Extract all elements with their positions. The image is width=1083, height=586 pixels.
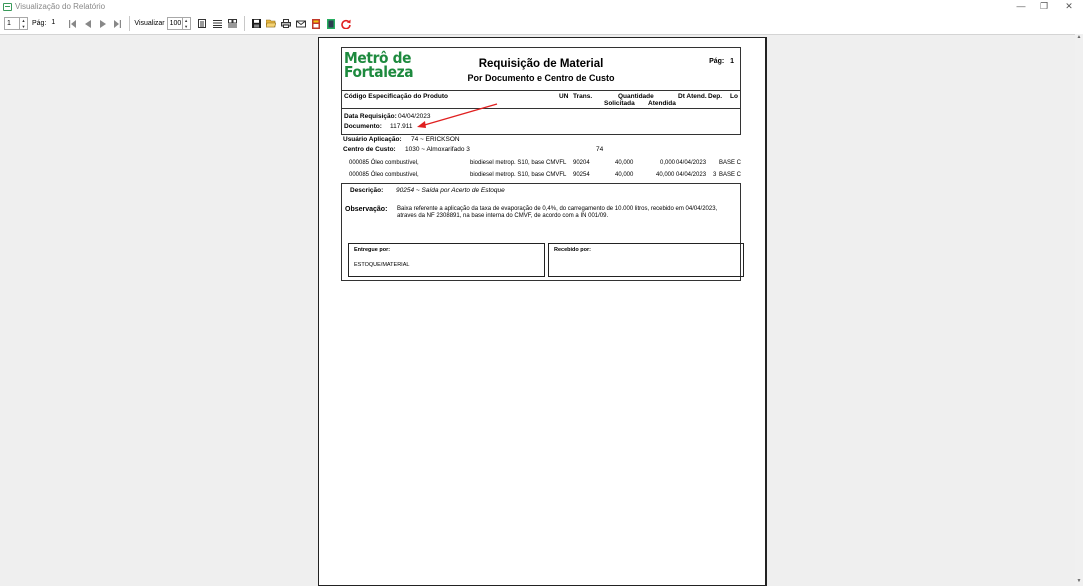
toolbar-separator	[129, 16, 130, 31]
recebido-por-box	[548, 243, 744, 277]
scroll-up-icon[interactable]: ▲	[1076, 34, 1082, 40]
col-solicitada: Solicitada	[604, 100, 635, 107]
observacao-line-2: atraves da NF 2308891, na base interna do CMVF, de acordo com a IN 001/09.	[397, 213, 609, 219]
entregue-por-value: ESTOQUE/MATERIAL	[354, 262, 410, 268]
row1-un: L	[563, 160, 567, 166]
report-header	[341, 47, 741, 91]
row2-atendida: 40,000	[656, 172, 675, 178]
descricao-value: 90254 ~ Saída por Acerto de Estoque	[396, 187, 505, 194]
col-dt-atend: Dt Atend.	[678, 93, 707, 100]
report-page	[318, 37, 767, 586]
zoom-level-spinner[interactable]: ▲ ▼	[20, 17, 28, 30]
page-width-icon[interactable]	[212, 18, 223, 30]
print-icon[interactable]	[281, 18, 292, 30]
entregue-por-box	[348, 243, 545, 277]
view-label: Visualizar	[134, 20, 165, 27]
centro-custo-value: 1030 ~ Almoxarifado 3	[405, 146, 470, 153]
report-subtitle: Por Documento e Centro de Custo	[467, 73, 615, 83]
red-annotation-arrow	[409, 102, 499, 132]
zoom-level-input[interactable]: 1	[4, 17, 20, 30]
report-page-number	[709, 58, 734, 65]
row2-trans: 90254	[573, 172, 590, 178]
row2-spec: biodiesel metrop. S10, base CMVF	[470, 172, 564, 178]
column-headers	[341, 91, 741, 109]
view-zoom-spinner[interactable]: ▲ ▼	[183, 17, 191, 30]
col-atendida: Atendida	[648, 100, 676, 107]
centro-custo-label: Centro de Custo:	[343, 146, 396, 153]
usuario-value: 74 ~ ERICKSON	[411, 136, 460, 143]
data-requisicao-value: 04/04/2023	[398, 113, 431, 120]
whole-page-icon[interactable]	[197, 18, 208, 30]
row2-solicitada: 40,000	[615, 172, 634, 178]
report-page-value: 1	[730, 58, 734, 65]
row2-un: L	[563, 172, 567, 178]
row2-dt: 04/04/2023	[676, 172, 707, 178]
report-page-label: Pág:	[709, 58, 725, 65]
refresh-icon[interactable]	[341, 18, 352, 30]
document-info-box	[341, 109, 741, 135]
report-title: Requisição de Material	[478, 58, 604, 70]
col-code-spec: Código Especificação do Produto	[344, 93, 449, 100]
logo-line-2: Fortaleza	[344, 63, 414, 81]
email-icon[interactable]	[296, 18, 307, 30]
documento-value: 117.911	[390, 123, 413, 130]
row1-atendida: 0,000	[660, 160, 676, 166]
col-quantidade: Quantidade	[618, 93, 654, 100]
col-trans: Trans.	[573, 93, 593, 100]
minimize-button[interactable]: —	[1016, 1, 1026, 11]
row1-loc: BASE C	[719, 160, 742, 166]
documento-label: Documento:	[344, 123, 382, 130]
scroll-down-icon[interactable]: ▼	[1076, 578, 1082, 584]
export-excel-icon[interactable]	[326, 18, 337, 30]
maximize-button[interactable]: ❐	[1039, 1, 1049, 11]
logo-line-1: Metrô de	[344, 49, 412, 67]
usuario-label: Usuário Aplicação:	[343, 136, 402, 143]
open-folder-icon[interactable]	[266, 18, 277, 30]
descricao-label: Descrição:	[350, 187, 384, 194]
report-window-icon	[3, 3, 12, 11]
next-page-icon[interactable]	[97, 18, 108, 30]
recebido-por-label: Recebido por:	[554, 247, 591, 253]
page-label: Pág:	[32, 20, 47, 27]
centro-custo-number: 74	[596, 146, 604, 153]
first-page-icon[interactable]	[67, 18, 78, 30]
col-un: UN	[559, 93, 569, 100]
title-bar	[0, 0, 1083, 13]
view-zoom-input[interactable]: 100	[167, 17, 183, 30]
row2-dep: 3	[713, 172, 717, 178]
row1-code: 000085 Óleo combustível,	[349, 160, 419, 166]
row2-loc: BASE C	[719, 172, 742, 178]
row2-code: 000085 Óleo combustível,	[349, 172, 419, 178]
save-icon[interactable]	[251, 18, 262, 30]
window-title: Visualização do Relatório	[15, 2, 106, 11]
toolbar-separator	[244, 16, 245, 31]
col-loc: Lo	[730, 93, 738, 100]
row1-spec: biodiesel metrop. S10, base CMVF	[470, 160, 564, 166]
row1-solicitada: 40,000	[615, 160, 634, 166]
data-requisicao-label: Data Requisição:	[344, 113, 397, 120]
toolbar	[0, 14, 1083, 33]
multiple-pages-icon[interactable]	[227, 18, 238, 30]
close-button[interactable]: ✕	[1065, 1, 1073, 11]
export-pdf-icon[interactable]	[311, 18, 322, 30]
row1-trans: 90204	[573, 160, 590, 166]
entregue-por-label: Entregue por:	[354, 247, 391, 253]
last-page-icon[interactable]	[112, 18, 123, 30]
observacao-label: Observação:	[345, 206, 388, 213]
page-number-input[interactable]: 1	[49, 17, 61, 30]
col-dep: Dep.	[708, 93, 723, 100]
previous-page-icon[interactable]	[82, 18, 93, 30]
row1-dt: 04/04/2023	[676, 160, 707, 166]
vertical-scrollbar[interactable]	[1075, 34, 1083, 586]
description-box	[341, 183, 741, 281]
observacao-line-1: Baixa referente a aplicação da taxa de evaporação de 0,4%, do carregamento de 10.000 litros, recebido em 04/04/2023,	[397, 206, 718, 212]
